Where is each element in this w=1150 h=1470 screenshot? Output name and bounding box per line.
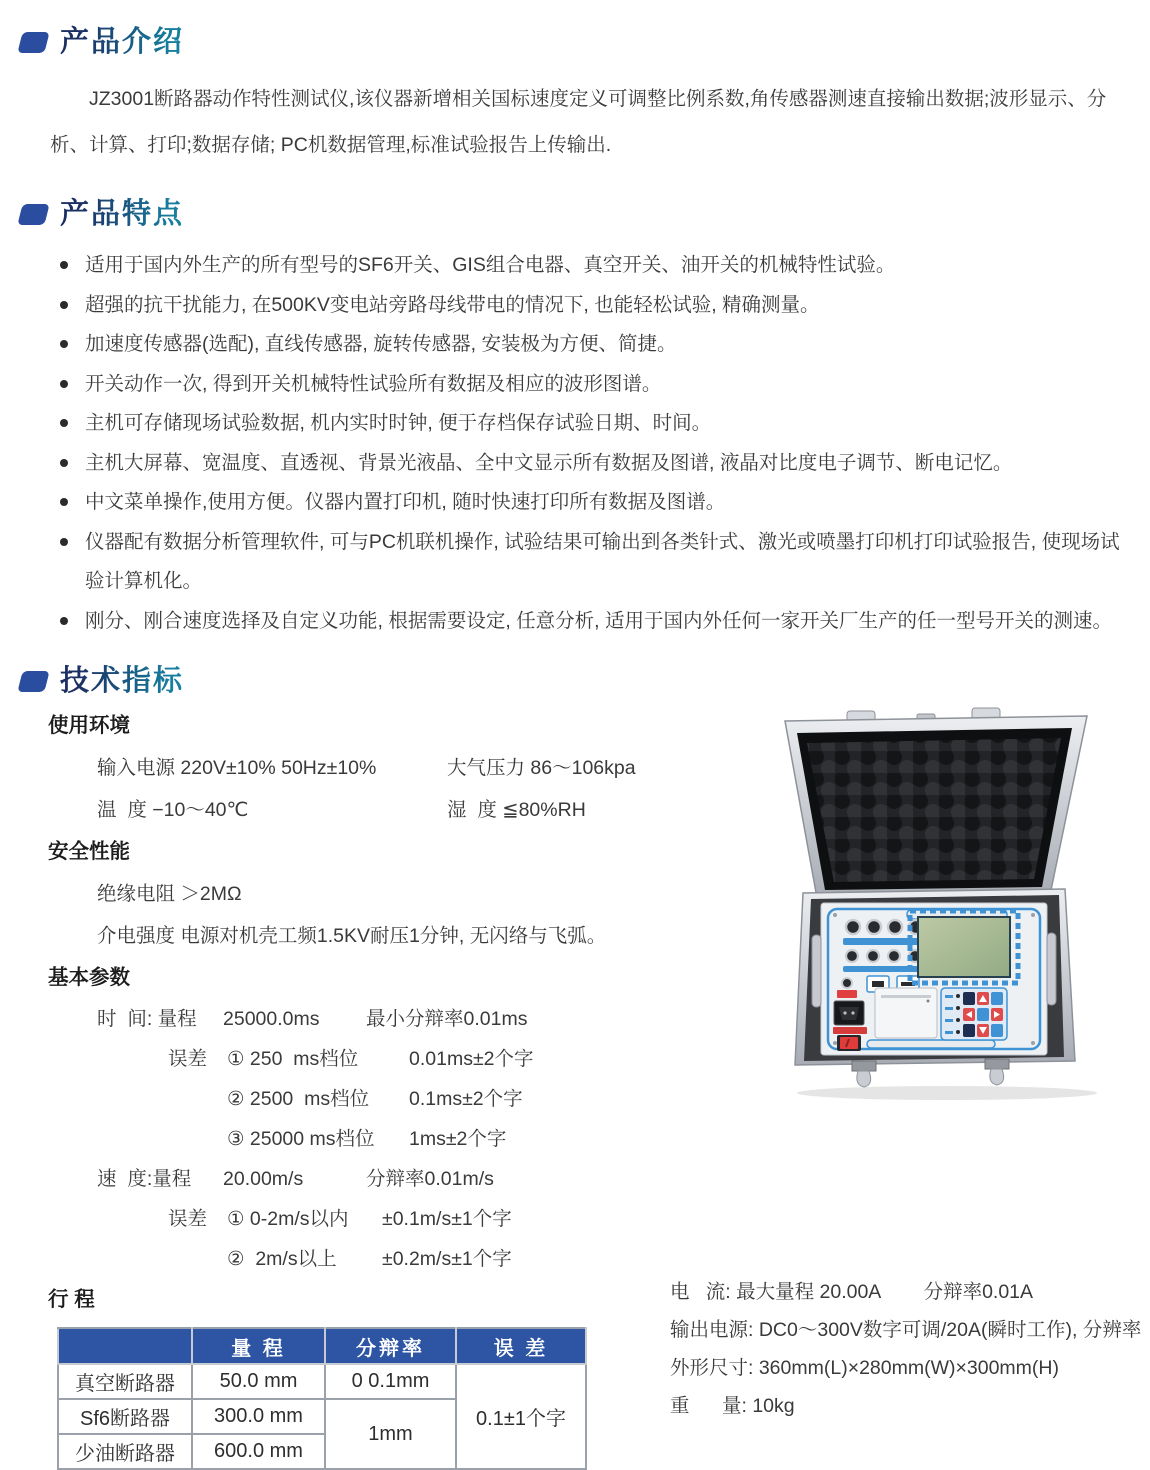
speed-label: 速 度:量程: [97, 1168, 192, 1190]
specs-right-column: [662, 705, 1150, 1425]
power-label-strip: [833, 1027, 867, 1034]
stroke-header-range: 量 程: [192, 1328, 325, 1364]
breaker-range: 300.0 mm: [192, 1399, 325, 1434]
feature-item: 适用于国内外生产的所有型号的SF6开关、GIS组合电器、真空开关、油开关的机械特性试验。: [57, 246, 1134, 286]
stroke-table: [57, 1327, 587, 1470]
right-spec-block: [670, 1273, 1150, 1425]
section-intro: [0, 0, 1150, 168]
breaker-name: 真空断路器: [58, 1364, 192, 1399]
recessed-handle: [867, 1040, 995, 1048]
speed-range: 20.00m/s: [223, 1168, 304, 1190]
breaker-name: 少油断路器: [58, 1434, 192, 1469]
case-clasp: [985, 1059, 1009, 1085]
keypad-keys: [963, 992, 1003, 1037]
speed-error-value: ±0.2m/s±1个字: [382, 1248, 512, 1270]
stroke-header-resolution: 分辩率: [325, 1328, 456, 1364]
specs-title: 技术指标: [60, 665, 185, 697]
carry-handle: [1047, 933, 1056, 1005]
stroke-subheading: 行 程: [48, 1288, 95, 1311]
env-row: [97, 747, 662, 789]
time-error-band: ① 250 ms档位: [227, 1048, 359, 1070]
feature-item: 中文菜单操作,使用方便。仪器内置打印机, 随时快速打印所有数据及图谱。: [57, 483, 1134, 523]
env-temperature: 温 度 −10～40℃: [97, 799, 249, 821]
basic-subheading: 基本参数: [48, 966, 130, 989]
time-error-value: 0.01ms±2个字: [409, 1048, 534, 1070]
intro-title: 产品介绍: [60, 26, 185, 58]
case-lid: [785, 708, 1087, 898]
time-error-band: ③ 25000 ms档位: [227, 1128, 375, 1150]
case-body: [795, 889, 1075, 1087]
time-error-row: [97, 1079, 662, 1119]
specs-left-column: [0, 705, 662, 1470]
intro-heading: [20, 24, 1150, 60]
error-label: 误差: [168, 1048, 208, 1070]
time-error-value: 1ms±2个字: [409, 1128, 507, 1150]
feature-item: 开关动作一次, 得到开关机械特性试验所有数据及相应的波形图谱。: [57, 365, 1134, 405]
feature-list: [0, 246, 1150, 641]
safety-insulation: 绝缘电阻 ＞2MΩ: [97, 883, 242, 905]
features-title: 产品特点: [60, 198, 185, 230]
env-humidity: 湿 度 ≦80%RH: [447, 799, 586, 821]
printer: [875, 988, 937, 1038]
section-bullet-icon: [17, 671, 49, 692]
section-specs: [0, 663, 1150, 1470]
case-clasp: [852, 1061, 876, 1087]
stroke-header-error: 误 差: [456, 1328, 586, 1364]
spec-dimensions: 外形尺寸: 360mm(L)×280mm(W)×300mm(H): [670, 1357, 1059, 1379]
foam-padding: [807, 738, 1061, 882]
breaker-resolution: 0 0.1mm: [325, 1364, 456, 1399]
speed-error-band: ① 0-2m/s以内: [227, 1208, 349, 1230]
feature-item: 仪器配有数据分析管理软件, 可与PC机联机操作, 试验结果可输出到各类针式、激光或喷墨打印机打印试验报告, 使现场试验计算机化。: [57, 523, 1134, 602]
feature-item: 超强的抗干扰能力, 在500KV变电站旁路母线带电的情况下, 也能轻松试验, 精确测量。: [57, 286, 1134, 326]
time-error-row: [97, 1119, 662, 1159]
table-row: [58, 1364, 586, 1399]
specs-columns: [0, 705, 1150, 1470]
env-power: 输入电源 220V±10% 50Hz±10%: [97, 757, 377, 779]
shadow: [797, 1086, 1097, 1100]
keypad: [941, 988, 1007, 1040]
error-label: 误差: [168, 1208, 208, 1230]
time-range-row: [97, 999, 662, 1039]
feature-item: 加速度传感器(选配), 直线传感器, 旋转传感器, 安装极为方便、简捷。: [57, 325, 1134, 365]
time-resolution: 最小分辩率0.01ms: [366, 1008, 528, 1030]
speed-range-row: [97, 1159, 662, 1199]
safety-dielectric: 介电强度 电源对机壳工频1.5KV耐压1分钟, 无闪络与飞弧。: [97, 925, 607, 947]
time-error-row: [97, 1039, 662, 1079]
feature-item: 刚分、刚合速度选择及自定义功能, 根据需要设定, 任意分析, 适用于国内外任何一家开关厂生产的任一型号开关的测速。: [57, 602, 1134, 642]
speed-error-row: [97, 1239, 662, 1279]
section-bullet-icon: [17, 32, 49, 53]
time-error-band: ② 2500 ms档位: [227, 1088, 370, 1110]
features-heading: [20, 196, 1150, 232]
spec-output-power: 输出电源: DC0～300V数字可调/20A(瞬时工作), 分辨率: [670, 1319, 1142, 1341]
speed-error-band: ② 2m/s以上: [227, 1248, 337, 1270]
breaker-resolution: 1mm: [325, 1399, 456, 1469]
feature-item: 主机大屏幕、宽温度、直透视、背景光液晶、全中文显示所有数据及图谱, 液晶对比度电子调节、断电记忆。: [57, 444, 1134, 484]
instrument-case-illustration: [757, 707, 1143, 1101]
specs-heading: [20, 663, 1150, 699]
intro-paragraph: JZ3001断路器动作特性测试仪,该仪器新增相关国标速度定义可调整比例系数,角传感器测速直接输出数据;波形显示、分析、计算、打印;数据存储; PC机数据管理,标准试验报告上传输出.: [50, 88, 1107, 156]
breaker-range: 50.0 mm: [192, 1364, 325, 1399]
section-features: [0, 196, 1150, 641]
spec-weight: 重 量: 10kg: [670, 1395, 795, 1417]
stroke-header-empty: [58, 1328, 192, 1364]
breaker-name: Sf6断路器: [58, 1399, 192, 1434]
stroke-table-header-row: [58, 1328, 586, 1364]
carry-handle: [812, 935, 821, 1007]
speed-error-row: [97, 1199, 662, 1239]
breaker-range: 600.0 mm: [192, 1434, 325, 1469]
section-bullet-icon: [17, 204, 49, 225]
safety-subheading: 安全性能: [48, 840, 130, 863]
product-photo: [757, 707, 1143, 1101]
env-pressure: 大气压力 86～106kpa: [447, 757, 636, 779]
lcd-screen: [910, 911, 1018, 983]
power-inlet: [834, 1001, 864, 1025]
speed-resolution: 分辩率0.01m/s: [366, 1168, 494, 1190]
speed-error-value: ±0.1m/s±1个字: [382, 1208, 512, 1230]
env-row: [97, 789, 662, 831]
stroke-error-value: 0.1±1个字: [456, 1364, 586, 1469]
time-range: 25000.0ms: [223, 1008, 320, 1030]
time-label: 时 间: 量程: [97, 1008, 197, 1030]
env-subheading: 使用环境: [48, 714, 130, 737]
time-error-value: 0.1ms±2个字: [409, 1088, 523, 1110]
feature-item: 主机可存储现场试验数据, 机内实时时钟, 便于存档保存试验日期、时间。: [57, 404, 1134, 444]
spec-current: 电 流: 最大量程 20.00A 分辩率0.01A: [670, 1281, 1034, 1303]
power-switch: [837, 1035, 861, 1051]
